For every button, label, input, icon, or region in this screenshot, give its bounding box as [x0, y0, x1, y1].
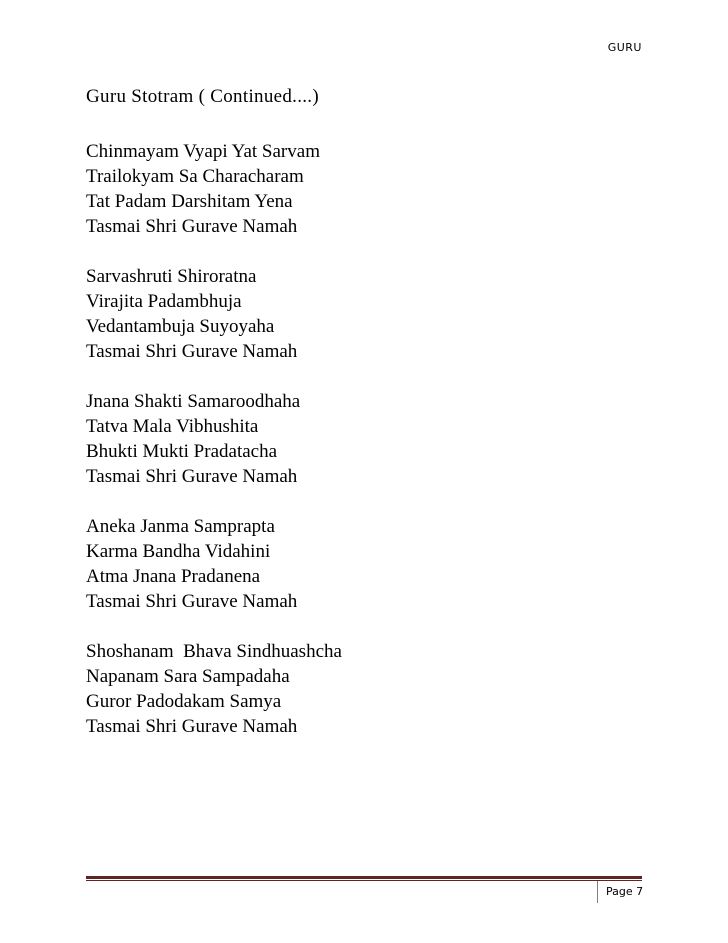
- verse-line: Trailokyam Sa Characharam: [86, 166, 304, 187]
- verse-line: Tat Padam Darshitam Yena: [86, 191, 293, 212]
- stanza-2: [86, 264, 646, 364]
- stanza-1: [86, 139, 646, 239]
- stanza-5: [86, 639, 646, 739]
- footer-divider-thick: [86, 876, 642, 879]
- verse-line: Karma Bandha Vidahini: [86, 541, 271, 562]
- verse-line: Napanam Sara Sampadaha: [86, 666, 290, 687]
- verse-line: Tasmai Shri Gurave Namah: [86, 341, 298, 362]
- footer-divider: [86, 876, 642, 881]
- verse-line: Guror Padodakam Samya: [86, 691, 282, 712]
- verse-line: Bhukti Mukti Pradatacha: [86, 441, 278, 462]
- verse-line: Atma Jnana Pradanena: [86, 566, 261, 587]
- verse-line: Shoshanam Bhava Sindhuashcha: [86, 641, 342, 662]
- document-title: Guru Stotram ( Continued....): [86, 86, 319, 107]
- verse-line: Tasmai Shri Gurave Namah: [86, 216, 298, 237]
- verse-line: Tasmai Shri Gurave Namah: [86, 716, 298, 737]
- verse-body: [86, 139, 646, 764]
- footer-divider-thin: [86, 880, 642, 881]
- page-number: Page 7: [606, 885, 644, 898]
- page-number-box: [597, 881, 642, 903]
- verse-line: Tasmai Shri Gurave Namah: [86, 591, 298, 612]
- verse-line: Virajita Padambhuja: [86, 291, 242, 312]
- verse-line: Chinmayam Vyapi Yat Sarvam: [86, 141, 320, 162]
- verse-line: Sarvashruti Shiroratna: [86, 266, 257, 287]
- verse-line: Jnana Shakti Samaroodhaha: [86, 391, 301, 412]
- verse-line: Aneka Janma Samprapta: [86, 516, 275, 537]
- verse-line: Vedantambuja Suyoyaha: [86, 316, 275, 337]
- running-header: GURU: [607, 41, 642, 54]
- verse-line: Tasmai Shri Gurave Namah: [86, 466, 298, 487]
- stanza-4: [86, 514, 646, 614]
- stanza-3: [86, 389, 646, 489]
- verse-line: Tatva Mala Vibhushita: [86, 416, 259, 437]
